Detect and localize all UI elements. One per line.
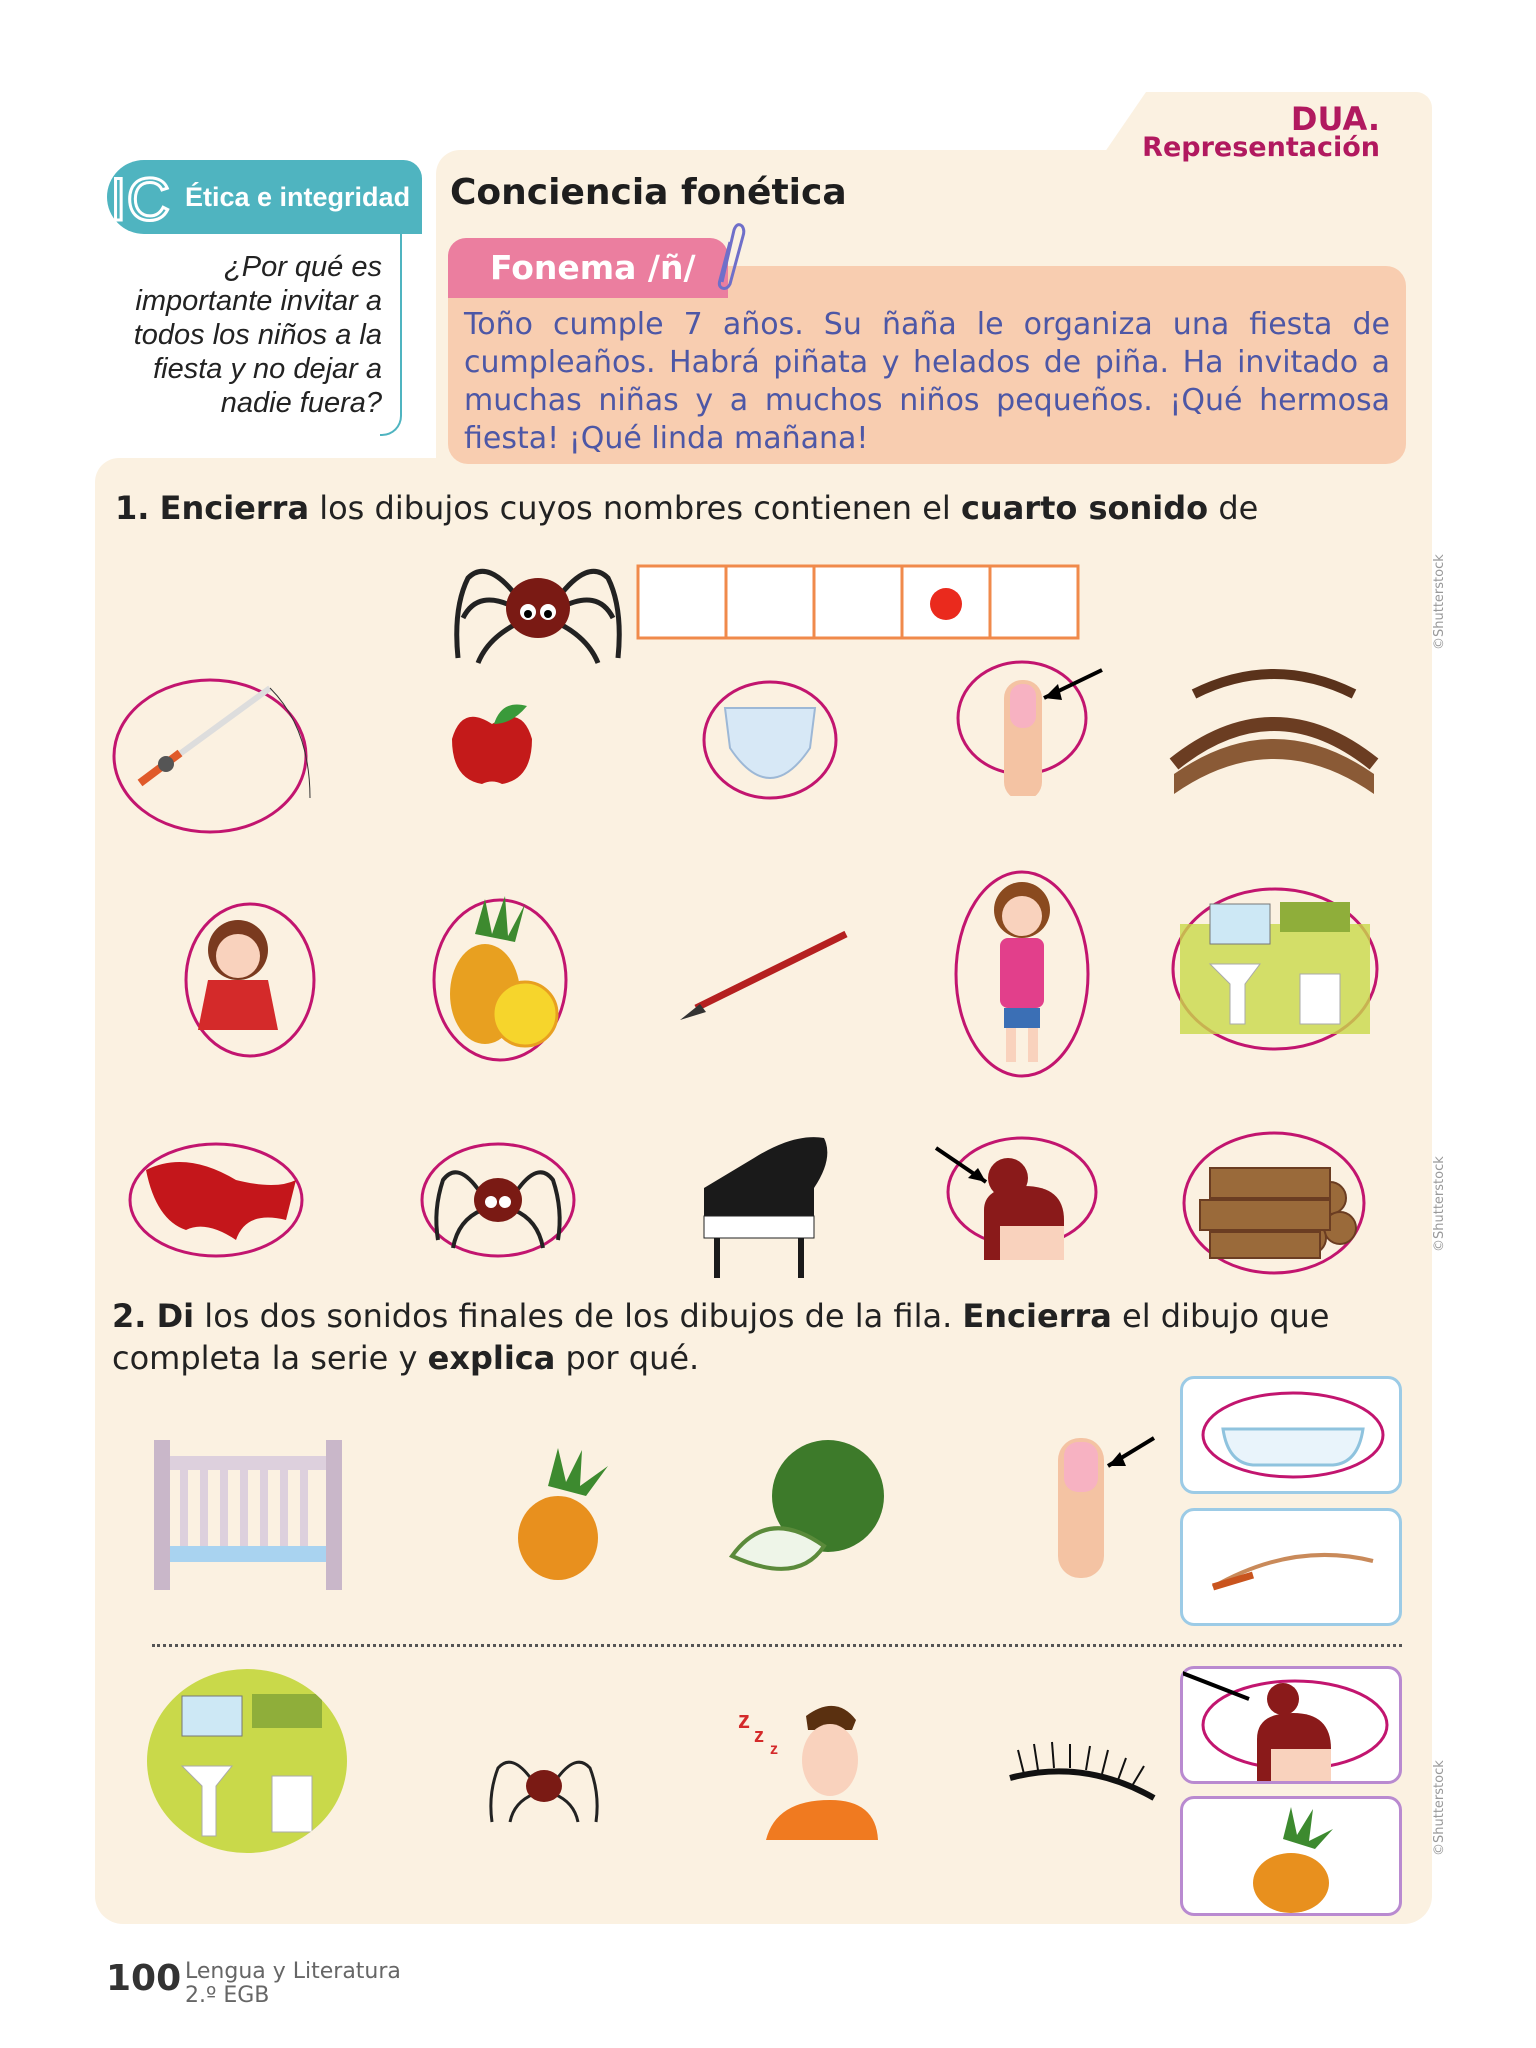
ex2-bold3: explica [427,1339,556,1377]
ic-question-border [380,234,402,436]
exercise-2-instruction [112,1295,1372,1379]
scarf-icon [126,1140,306,1264]
bathroom-small-icon [142,1666,352,1860]
spider-tiny-icon [484,1746,604,1830]
crib-icon [150,1436,346,1600]
svg-text:z: z [754,1725,764,1747]
hair-bun-small-icon [1183,1669,1399,1781]
page-number: 100 [106,1958,182,1999]
ex2-text3: por qué. [555,1339,700,1377]
credit-2: ©Shutterstock [1432,1156,1447,1252]
ex1-number: 1. [115,489,150,527]
sleepy-man-icon [736,1690,886,1844]
doll-icon [168,900,318,1064]
option-fishing-rod[interactable] [1180,1508,1402,1626]
ex1-text2: de [1208,489,1259,527]
pineapple-option-icon [1183,1799,1399,1913]
eyelash-icon [1004,1738,1160,1822]
ex2-number: 2. [112,1297,147,1335]
story-text: Toño cumple 7 años. Su ñaña le organiza una fiesta de cumpleaños. Habrá piñata y helados de piña. Ha invitado a muchas niñas y a muchos niños pequeños. ¡Qué hermosa fiesta! ¡Qué linda mañana! [464,307,1390,456]
ic-badge-icon [108,168,178,228]
fingernail-small-icon [1050,1434,1180,1588]
ic-badge-letters: IC [110,168,170,228]
ic-title: Ética e integridad [185,182,411,212]
svg-text:z: z [770,1741,778,1758]
option-bathtub[interactable] [1180,1376,1402,1494]
hair-bun-icon [934,1130,1098,1264]
section-title: Conciencia fonética [450,172,847,213]
bridge-icon [1164,664,1384,818]
ex1-verb: Encierra [159,489,310,527]
footer-subject: Lengua y Literatura [185,1959,401,1984]
piano-icon [694,1128,844,1286]
pineapple-small-icon [508,1446,620,1586]
spider-small-icon [418,1140,578,1264]
option-hair-bun[interactable] [1180,1666,1402,1784]
ex2-text2: el dibujo que completa la serie y [112,1297,1330,1377]
ex2-bold2: Encierra [962,1297,1112,1335]
ic-question: ¿Por qué es importante invitar a todos los niños a la fiesta y no dejar a nadie fuera? [133,251,382,419]
soursop-icon [728,1436,890,1590]
fishing-rod-small-icon [1183,1511,1399,1623]
girl-icon [952,868,1092,1084]
fingernail-icon [952,660,1112,800]
exercise-1-instruction [115,487,1258,529]
option-pineapple[interactable] [1180,1796,1402,1916]
ex1-bold: cuarto sonido [960,489,1209,527]
credit-1: ©Shutterstock [1432,554,1447,650]
credit-3: ©Shutterstock [1432,1760,1447,1856]
fonema-tab [448,238,728,298]
ex1-text1: los dibujos cuyos nombres contienen el [309,489,961,527]
ex2-text1: los dos sonidos finales de los dibujos de la fila. [194,1297,963,1335]
paintbrush-icon [676,928,856,1032]
row-separator [152,1644,1402,1647]
footer-grade: 2.º EGB [185,1983,270,2008]
diaper-icon [700,678,840,806]
pineapple-icon [430,894,570,1070]
dua-title: DUA. [1290,100,1380,138]
bathroom-icon [1170,884,1380,1058]
apple-icon [442,694,542,798]
spider-icon [448,548,628,672]
sound-boxes [636,564,1082,644]
svg-text:z: z [738,1707,750,1734]
fishing-rod-icon [110,668,320,842]
firewood-icon [1180,1128,1370,1282]
bathtub-icon [1183,1379,1399,1491]
fourth-sound-marker [930,588,962,620]
fonema-label: Fonema /ñ/ [490,248,696,287]
dua-subtitle: Representación [1142,132,1380,163]
paperclip-icon [712,222,746,296]
ex2-verb: Di [156,1297,195,1335]
